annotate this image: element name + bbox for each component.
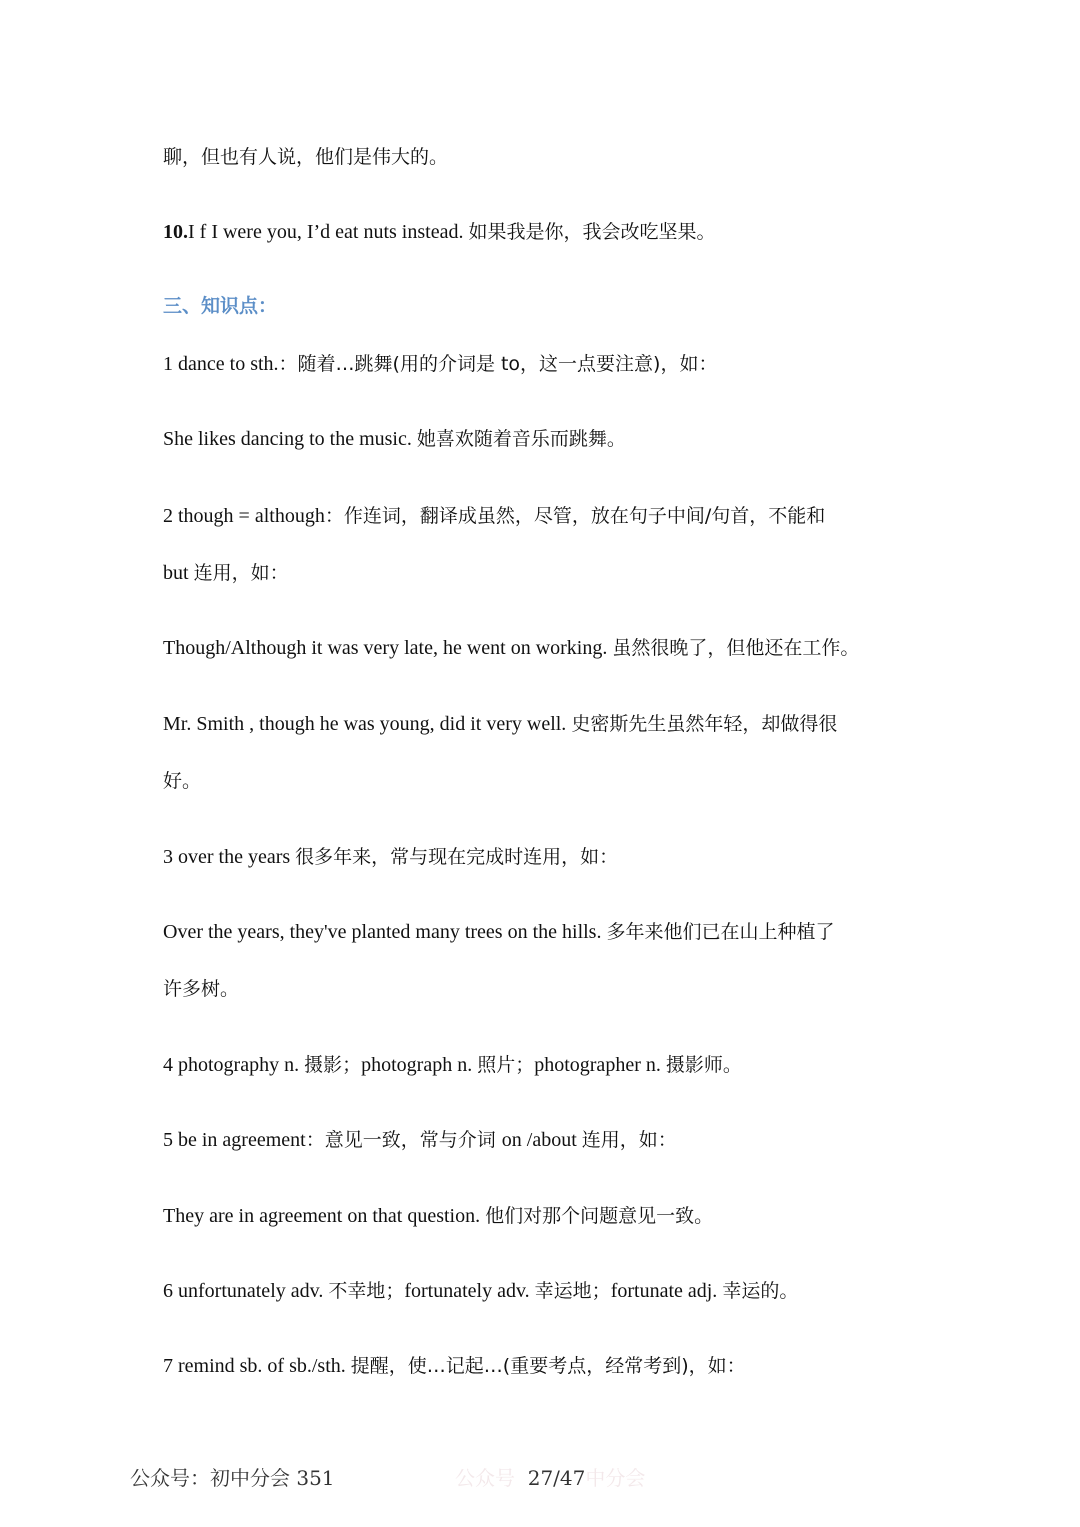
line-cn: ：随着…跳舞(用的介词是 to，这一点要注意)，如： xyxy=(278,353,718,375)
knowledge-point-6 xyxy=(163,1277,798,1305)
line-cn: 史密斯先生虽然年轻，却做得很 xyxy=(571,713,838,735)
footer-page-number xyxy=(455,1462,645,1491)
line-cn: 幸运的。 xyxy=(722,1280,799,1302)
line-cn: 不幸地； xyxy=(328,1280,405,1302)
line-en: 3 over the years xyxy=(163,846,296,868)
sentence-10 xyxy=(163,218,715,246)
knowledge-point-4 xyxy=(163,1051,742,1079)
example-5 xyxy=(163,1202,713,1230)
line-en: on /about xyxy=(501,1129,582,1151)
knowledge-point-1 xyxy=(163,350,717,378)
line-en: 1 dance to sth. xyxy=(163,353,279,375)
line-cn: ：作连词，翻译成虽然，尽管，放在句子中间/句首，不能和 xyxy=(324,505,826,527)
knowledge-point-2 xyxy=(163,502,825,530)
line-en: 2 though = although xyxy=(163,505,325,527)
line-en: Mr. Smith , though he was young, did it very well. xyxy=(163,713,572,735)
line-cn: 连用，如： xyxy=(581,1129,677,1151)
line-cn: 照片； xyxy=(477,1054,535,1076)
page-number: 27/47 xyxy=(527,1466,586,1490)
section-heading: 三、知识点： xyxy=(163,295,278,317)
line-cn: 聊，但也有人说，他们是伟大的。 xyxy=(163,146,449,168)
line-en: I f I were you, I’d eat nuts instead. xyxy=(188,221,469,243)
example-3 xyxy=(163,918,834,946)
line-cn: 他们对那个问题意见一致。 xyxy=(485,1205,714,1227)
line-en: 7 remind sb. of sb./sth. xyxy=(163,1355,351,1377)
knowledge-point-7 xyxy=(163,1352,746,1380)
line-cn: 多年来他们已在山上种植了 xyxy=(606,921,835,943)
line-cn: 连用，如： xyxy=(193,562,289,584)
line-cn: 提醒，使…记起…(重要考点，经常考到)，如： xyxy=(350,1355,746,1377)
watermark-text: 中分会 xyxy=(585,1466,646,1490)
text-line-1 xyxy=(163,143,448,171)
sentence-number: 10. xyxy=(163,221,188,243)
knowledge-point-3 xyxy=(163,843,618,871)
line-en: photograph n. xyxy=(361,1054,478,1076)
line-cn: 幸运地； xyxy=(534,1280,611,1302)
example-2b xyxy=(163,710,837,738)
line-en: 6 unfortunately adv. xyxy=(163,1280,329,1302)
line-en: 5 be in agreement xyxy=(163,1129,306,1151)
line-cn: 如果我是你，我会改吃坚果。 xyxy=(468,221,716,243)
example-3-cont xyxy=(163,975,239,1003)
line-en: photographer n. xyxy=(534,1054,666,1076)
line-cn: 她喜欢随着音乐而跳舞。 xyxy=(416,428,626,450)
knowledge-point-2-cont xyxy=(163,559,289,587)
footer-account-label: 公众号：初中分会 351 xyxy=(130,1466,335,1490)
line-cn: 许多树。 xyxy=(163,978,240,1000)
example-1 xyxy=(163,425,626,453)
line-en: 4 photography n. xyxy=(163,1054,305,1076)
knowledge-point-5 xyxy=(163,1126,677,1154)
line-en: Though/Although it was very late, he went on working. xyxy=(163,637,613,659)
line-cn: 摄影师。 xyxy=(665,1054,742,1076)
example-2a xyxy=(163,634,859,662)
line-en: but xyxy=(163,562,194,584)
line-cn: 很多年来，常与现在完成时连用，如： xyxy=(295,846,619,868)
watermark-text: 公众号 xyxy=(455,1466,515,1490)
line-en: Over the years, they've planted many trees on the hills. xyxy=(163,921,607,943)
example-2b-cont xyxy=(163,767,201,795)
line-en: She likes dancing to the music. xyxy=(163,428,417,450)
line-en: fortunately adv. xyxy=(404,1280,535,1302)
line-cn: ：意见一致，常与介词 xyxy=(305,1129,502,1151)
line-cn: 虽然很晚了，但他还在工作。 xyxy=(612,637,860,659)
line-cn: 好。 xyxy=(163,770,202,792)
line-en: They are in agreement on that question. xyxy=(163,1205,486,1227)
line-cn: 摄影； xyxy=(304,1054,362,1076)
line-en: fortunate adj. xyxy=(610,1280,723,1302)
